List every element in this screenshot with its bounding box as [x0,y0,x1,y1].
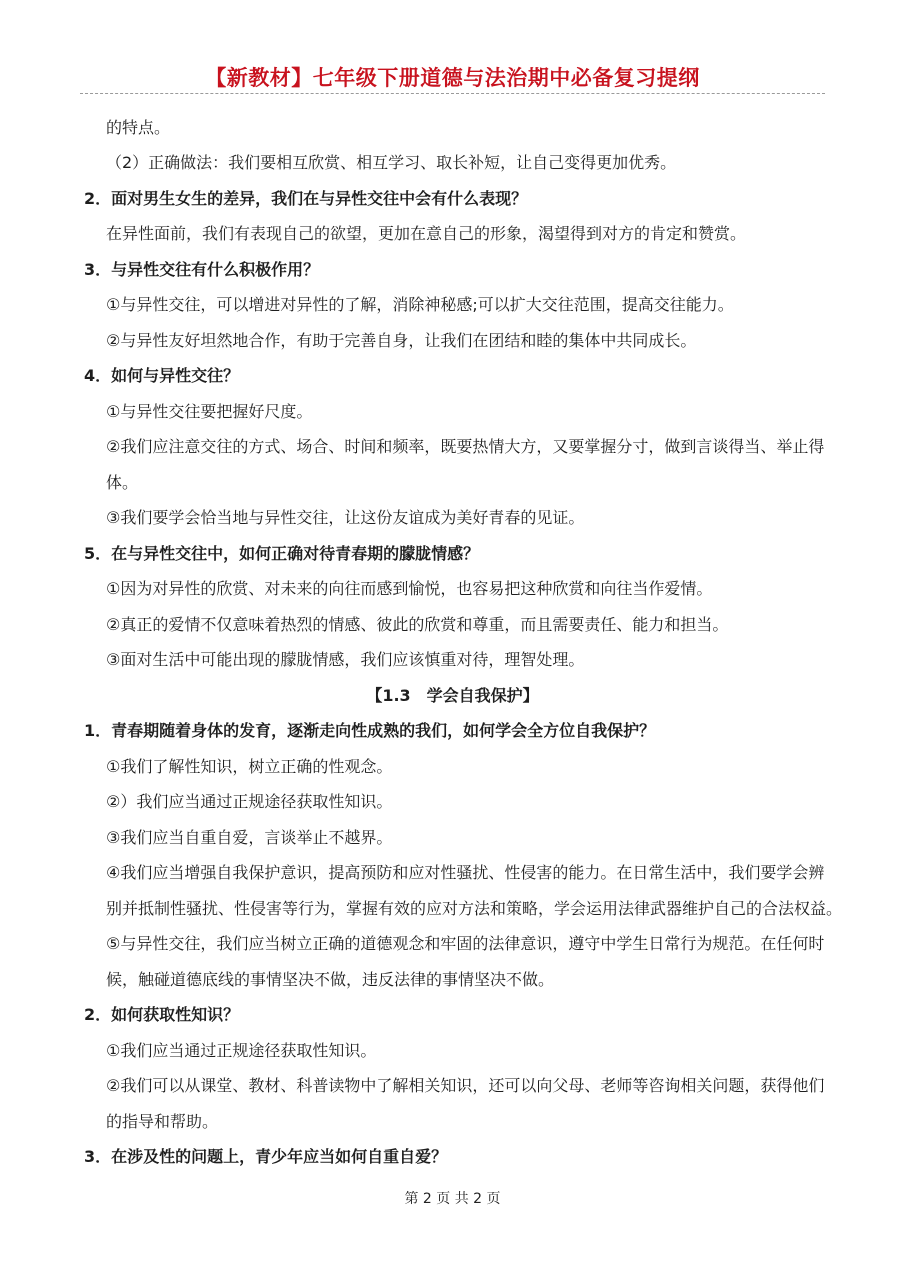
paragraph-line: ①与异性交往要把握好尺度。 [106,402,313,421]
paragraph-line: 的指导和帮助。 [106,1112,219,1131]
paragraph-line: 的特点。 [106,118,171,137]
paragraph-line: 在异性面前，我们有表现自己的欲望，更加在意自己的形象，渴望得到对方的肯定和赞赏。 [106,224,747,243]
header-divider [80,93,825,94]
paragraph-line: （2）正确做法：我们要相互欣赏、相互学习、取长补短，让自己变得更加优秀。 [106,153,677,172]
question-heading: 5．在与异性交往中，如何正确对待青春期的朦胧情感？ [84,544,480,563]
document-title: 【新教材】七年级下册道德与法治期中必备复习提纲 [205,66,700,90]
paragraph-line: ②我们可以从课堂、教材、科普读物中了解相关知识，还可以向父母、老师等咨询相关问题，获得他们 [106,1076,825,1095]
paragraph-line: ③面对生活中可能出现的朦胧情感，我们应该慎重对待，理智处理。 [106,650,585,669]
question-heading: 3．在涉及性的问题上，青少年应当如何自重自爱？ [84,1147,448,1166]
paragraph-line: ②与异性友好坦然地合作，有助于完善自身，让我们在团结和睦的集体中共同成长。 [106,331,697,350]
paragraph-line: ①与异性交往，可以增进对异性的了解，消除神秘感;可以扩大交往范围，提高交往能力。 [106,295,734,314]
paragraph-line: 别并抵制性骚扰、性侵害等行为，掌握有效的应对方法和策略，学会运用法律武器维护自己的合法权益。 [106,899,843,918]
paragraph-line: ②我们应注意交往的方式、场合、时间和频率，既要热情大方，又要掌握分寸，做到言谈得当、举止得 [106,437,825,456]
paragraph-line: ②真正的爱情不仅意味着热烈的情感、彼此的欣赏和尊重，而且需要责任、能力和担当。 [106,615,729,634]
paragraph-line: ①因为对异性的欣赏、对未来的向往而感到愉悦，也容易把这种欣赏和向往当作爱情。 [106,579,713,598]
paragraph-line: ①我们了解性知识，树立正确的性观念。 [106,757,393,776]
paragraph-line: ②）我们应当通过正规途径获取性知识。 [106,792,393,811]
section-heading: 【1.3 学会自我保护】 [366,686,539,705]
question-heading: 2．面对男生女生的差异，我们在与异性交往中会有什么表现？ [84,189,528,208]
paragraph-line: ⑤与异性交往，我们应当树立正确的道德观念和牢固的法律意识，遵守中学生日常行为规范。在任何时 [106,934,825,953]
paragraph-line: ③我们应当自重自爱，言谈举止不越界。 [106,828,393,847]
paragraph-line: 体。 [106,473,139,492]
question-heading: 1．青春期随着身体的发育，逐渐走向性成熟的我们，如何学会全方位自我保护？ [84,721,656,740]
paragraph-line: 候，触碰道德底线的事情坚决不做，违反法律的事情坚决不做。 [106,970,555,989]
paragraph-line: ①我们应当通过正规途径获取性知识。 [106,1041,377,1060]
question-heading: 4．如何与异性交往？ [84,366,240,385]
question-heading: 2．如何获取性知识？ [84,1005,240,1024]
paragraph-line: ④我们应当增强自我保护意识，提高预防和应对性骚扰、性侵害的能力。在日常生活中，我们要学会辨 [106,863,825,882]
page-number: 第 2 页 共 2 页 [404,1191,501,1207]
paragraph-line: ③我们要学会恰当地与异性交往，让这份友谊成为美好青春的见证。 [106,508,585,527]
question-heading: 3．与异性交往有什么积极作用？ [84,260,320,279]
